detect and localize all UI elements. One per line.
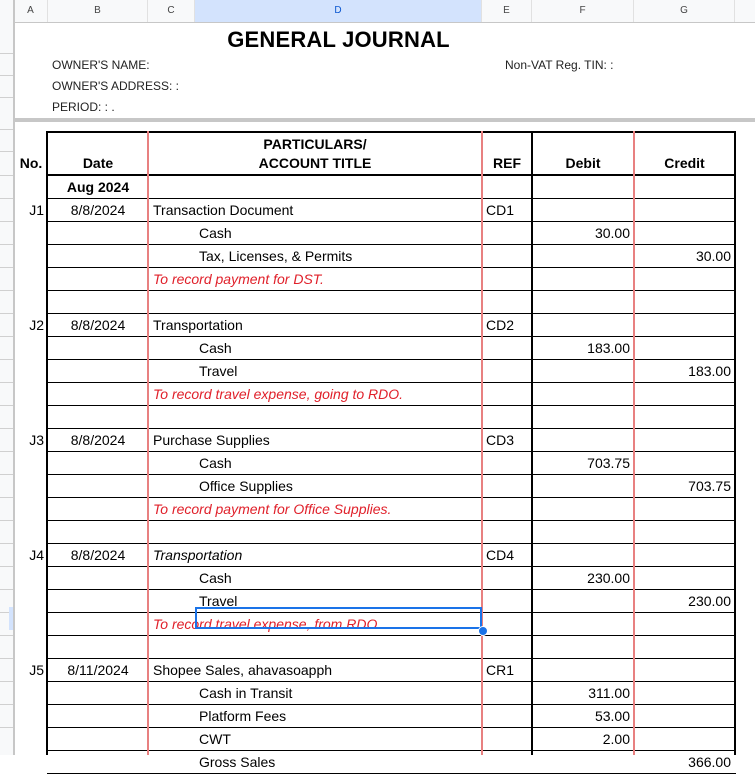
cell-date[interactable] bbox=[48, 337, 148, 360]
cell-entry-no[interactable] bbox=[14, 245, 44, 268]
cell-debit[interactable] bbox=[532, 751, 630, 774]
header-ref: REF bbox=[493, 155, 521, 171]
cell-date[interactable] bbox=[48, 682, 148, 705]
cell-date[interactable] bbox=[48, 475, 148, 498]
cell-account-title[interactable]: Gross Sales bbox=[199, 754, 276, 770]
column-header-e[interactable]: E bbox=[482, 0, 532, 22]
frozen-row-divider[interactable] bbox=[13, 118, 755, 122]
cell-debit[interactable] bbox=[532, 360, 630, 383]
cell-entry-no[interactable] bbox=[14, 222, 44, 245]
cell-date[interactable] bbox=[48, 751, 148, 774]
cell-memo[interactable]: To record payment for DST. bbox=[153, 271, 324, 287]
cell-ref[interactable]: CD1 bbox=[486, 202, 515, 218]
cell-debit[interactable]: 30.00 bbox=[594, 225, 630, 241]
cell-date[interactable] bbox=[48, 498, 148, 521]
cell-ref[interactable] bbox=[486, 613, 532, 636]
cell-ref[interactable] bbox=[486, 452, 532, 475]
cell-entry-no[interactable] bbox=[14, 705, 44, 728]
cell-ref[interactable]: CD3 bbox=[486, 432, 515, 448]
cell-date[interactable] bbox=[48, 567, 148, 590]
cell-date[interactable]: 8/8/2024 bbox=[70, 317, 126, 333]
cell-particulars[interactable] bbox=[153, 521, 482, 544]
cell-entry-no[interactable]: J1 bbox=[29, 202, 44, 218]
cell-date[interactable] bbox=[48, 590, 148, 613]
cell-debit[interactable] bbox=[532, 521, 630, 544]
cell-ref[interactable] bbox=[486, 567, 532, 590]
cell-date[interactable] bbox=[48, 360, 148, 383]
cell-debit[interactable] bbox=[532, 268, 630, 291]
cell-entry-no[interactable] bbox=[14, 360, 44, 383]
cell-entry-no[interactable] bbox=[14, 728, 44, 751]
cell-credit[interactable]: 230.00 bbox=[688, 593, 731, 609]
cell-account-title[interactable]: Office Supplies bbox=[199, 478, 293, 494]
cell-entry-no[interactable] bbox=[14, 613, 44, 636]
cell-debit[interactable]: 311.00 bbox=[588, 685, 630, 701]
cell-debit[interactable]: 183.00 bbox=[587, 340, 630, 356]
cell-date[interactable] bbox=[48, 291, 148, 314]
cell-ref[interactable] bbox=[486, 636, 532, 659]
cell-particulars[interactable] bbox=[153, 291, 482, 314]
cell-credit[interactable] bbox=[634, 337, 731, 360]
cell-account-title[interactable]: CWT bbox=[199, 731, 231, 747]
cell-date[interactable] bbox=[48, 406, 148, 429]
cell-particulars[interactable]: Transportation bbox=[153, 317, 243, 333]
month-label[interactable]: Aug 2024 bbox=[66, 179, 130, 195]
cell-credit[interactable]: 30.00 bbox=[695, 248, 731, 264]
cell-debit[interactable] bbox=[532, 475, 630, 498]
cell-entry-no[interactable] bbox=[14, 590, 44, 613]
cell-date[interactable]: 8/8/2024 bbox=[70, 547, 126, 563]
cell-particulars[interactable] bbox=[153, 406, 482, 429]
cell-date[interactable]: 8/8/2024 bbox=[70, 202, 126, 218]
cell-account-title[interactable]: Travel bbox=[199, 363, 238, 379]
cell-debit[interactable]: 703.75 bbox=[587, 455, 630, 471]
header-date: Date bbox=[82, 155, 114, 171]
cell-particulars[interactable]: Shopee Sales, ahavasoapph bbox=[153, 662, 333, 678]
cell-date[interactable]: 8/8/2024 bbox=[70, 432, 126, 448]
cell-credit[interactable] bbox=[634, 452, 731, 475]
cell-debit[interactable] bbox=[532, 613, 630, 636]
cell-account-title[interactable]: Cash bbox=[199, 340, 232, 356]
header-particulars-line2: ACCOUNT TITLE bbox=[258, 155, 372, 171]
cell-credit[interactable]: 366.00 bbox=[688, 754, 731, 770]
cell-credit[interactable] bbox=[634, 429, 731, 452]
column-header-f[interactable]: F bbox=[532, 0, 634, 22]
cell-entry-no[interactable]: J2 bbox=[29, 317, 44, 333]
cell-date[interactable] bbox=[48, 452, 148, 475]
cell-memo[interactable]: To record payment for Office Supplies. bbox=[153, 501, 392, 517]
cell-account-title[interactable]: Travel bbox=[199, 593, 238, 609]
cell-date[interactable] bbox=[48, 521, 148, 544]
cell-debit[interactable] bbox=[532, 544, 630, 567]
cell-debit[interactable] bbox=[532, 429, 630, 452]
cell-credit[interactable]: 183.00 bbox=[688, 363, 731, 379]
cell-debit[interactable] bbox=[532, 659, 630, 682]
cell-entry-no[interactable] bbox=[14, 268, 44, 291]
cell-date[interactable] bbox=[48, 268, 148, 291]
cell-ref[interactable] bbox=[486, 751, 532, 774]
cell-credit[interactable] bbox=[634, 659, 731, 682]
cell-debit[interactable] bbox=[532, 245, 630, 268]
cell-account-title[interactable]: Tax, Licenses, & Permits bbox=[199, 248, 353, 264]
cell-ref[interactable] bbox=[486, 383, 532, 406]
cell-ref[interactable]: CR1 bbox=[486, 662, 515, 678]
cell-particulars[interactable]: Purchase Supplies bbox=[153, 432, 270, 448]
cell-account-title[interactable]: Cash bbox=[199, 455, 232, 471]
cell-credit[interactable] bbox=[634, 567, 731, 590]
cell-debit[interactable] bbox=[532, 383, 630, 406]
cell-ref[interactable]: CD2 bbox=[486, 317, 515, 333]
cell-entry-no[interactable] bbox=[14, 498, 44, 521]
selected-cell-d[interactable] bbox=[195, 607, 482, 629]
owner-name-label: OWNER'S NAME: bbox=[52, 58, 150, 72]
owner-address-label: OWNER'S ADDRESS: : bbox=[52, 79, 179, 93]
column-header-bar bbox=[0, 0, 755, 23]
cell-credit[interactable] bbox=[634, 521, 731, 544]
cell-entry-no[interactable]: J3 bbox=[29, 432, 44, 448]
cell-ref[interactable] bbox=[486, 360, 532, 383]
cell-account-title[interactable]: Cash bbox=[199, 225, 232, 241]
cell-ref[interactable] bbox=[486, 291, 532, 314]
cell-credit[interactable] bbox=[634, 544, 731, 567]
cell-ref[interactable] bbox=[486, 222, 532, 245]
cell-debit[interactable] bbox=[532, 291, 630, 314]
cell-debit[interactable]: 2.00 bbox=[602, 731, 630, 747]
cell-memo[interactable]: To record travel expense, going to RDO. bbox=[153, 386, 404, 402]
cell-ref[interactable] bbox=[486, 498, 532, 521]
cell-ref[interactable] bbox=[486, 245, 532, 268]
cell-credit[interactable] bbox=[634, 314, 731, 337]
cell-entry-no[interactable] bbox=[14, 337, 44, 360]
cell-debit[interactable] bbox=[532, 314, 630, 337]
cell-debit[interactable]: 230.00 bbox=[587, 570, 630, 586]
cell-credit[interactable] bbox=[634, 406, 731, 429]
header-no: No. bbox=[19, 155, 43, 171]
cell-entry-no[interactable] bbox=[14, 682, 44, 705]
period-label: PERIOD: : . bbox=[52, 100, 115, 114]
cell-credit[interactable] bbox=[634, 291, 731, 314]
tin-label: Non-VAT Reg. TIN: : bbox=[505, 58, 614, 72]
cell-ref[interactable] bbox=[486, 475, 532, 498]
cell-particulars[interactable]: Transaction Document bbox=[153, 202, 294, 218]
cell-ref[interactable] bbox=[486, 406, 532, 429]
cell-entry-no[interactable] bbox=[14, 383, 44, 406]
cell-date[interactable] bbox=[48, 636, 148, 659]
header-credit: Credit bbox=[664, 155, 705, 171]
cell-ref[interactable]: CD4 bbox=[486, 547, 515, 563]
cell-date[interactable] bbox=[48, 222, 148, 245]
cell-credit[interactable] bbox=[634, 705, 731, 728]
cell-account-title[interactable]: Cash bbox=[199, 570, 232, 586]
column-header-a[interactable]: A bbox=[14, 0, 48, 22]
cell-entry-no[interactable] bbox=[14, 291, 44, 314]
cell-ref[interactable] bbox=[486, 682, 532, 705]
cell-particulars[interactable]: Transportation bbox=[153, 547, 243, 563]
column-header-g[interactable]: G bbox=[634, 0, 735, 22]
column-header-c[interactable]: C bbox=[148, 0, 195, 22]
cell-credit[interactable] bbox=[634, 383, 731, 406]
cell-credit[interactable] bbox=[634, 498, 731, 521]
cell-debit[interactable] bbox=[532, 498, 630, 521]
cell-credit[interactable] bbox=[634, 199, 731, 222]
cell-date[interactable] bbox=[48, 245, 148, 268]
cell-entry-no[interactable] bbox=[14, 521, 44, 544]
cell-date[interactable] bbox=[48, 613, 148, 636]
cell-entry-no[interactable] bbox=[14, 452, 44, 475]
page-title: GENERAL JOURNAL bbox=[227, 27, 450, 52]
cell-debit[interactable]: 53.00 bbox=[594, 708, 630, 724]
cell-entry-no[interactable]: J5 bbox=[29, 662, 44, 678]
cell-credit[interactable] bbox=[634, 636, 731, 659]
cell-ref[interactable] bbox=[486, 590, 532, 613]
cell-debit[interactable] bbox=[532, 590, 630, 613]
cell-entry-no[interactable] bbox=[14, 751, 44, 774]
cell-entry-no[interactable] bbox=[14, 475, 44, 498]
cell-ref[interactable] bbox=[486, 337, 532, 360]
cell-credit[interactable] bbox=[634, 682, 731, 705]
cell-date[interactable] bbox=[48, 383, 148, 406]
select-all-corner[interactable] bbox=[0, 0, 15, 22]
cell-ref[interactable] bbox=[486, 728, 532, 751]
column-header-b[interactable]: B bbox=[48, 0, 148, 22]
cell-credit[interactable] bbox=[634, 222, 731, 245]
cell-account-title[interactable]: Platform Fees bbox=[199, 708, 287, 724]
cell-ref[interactable] bbox=[486, 705, 532, 728]
header-debit: Debit bbox=[565, 155, 601, 171]
cell-ref[interactable] bbox=[486, 521, 532, 544]
cell-entry-no[interactable]: J4 bbox=[29, 547, 44, 563]
header-particulars-line1: PARTICULARS/ bbox=[263, 136, 367, 152]
cell-memo[interactable]: To record travel expense, from RDO. bbox=[153, 616, 382, 632]
cell-credit[interactable]: 703.75 bbox=[688, 478, 731, 494]
cell-debit[interactable] bbox=[532, 199, 630, 222]
cell-particulars[interactable] bbox=[153, 636, 482, 659]
cell-credit[interactable] bbox=[634, 268, 731, 291]
fill-handle[interactable] bbox=[478, 626, 488, 636]
cell-credit[interactable] bbox=[634, 613, 731, 636]
column-header-d[interactable]: D bbox=[195, 0, 482, 22]
cell-debit[interactable] bbox=[532, 406, 630, 429]
cell-account-title[interactable]: Cash in Transit bbox=[199, 685, 293, 701]
cell-date[interactable]: 8/11/2024 bbox=[67, 662, 129, 678]
cell-ref[interactable] bbox=[486, 268, 532, 291]
cell-entry-no[interactable] bbox=[14, 567, 44, 590]
cell-entry-no[interactable] bbox=[14, 406, 44, 429]
cell-credit[interactable] bbox=[634, 728, 731, 751]
cell-debit[interactable] bbox=[532, 636, 630, 659]
row-header-gutter[interactable] bbox=[0, 22, 15, 755]
cell-date[interactable] bbox=[48, 728, 148, 751]
cell-entry-no[interactable] bbox=[14, 636, 44, 659]
cell-date[interactable] bbox=[48, 705, 148, 728]
